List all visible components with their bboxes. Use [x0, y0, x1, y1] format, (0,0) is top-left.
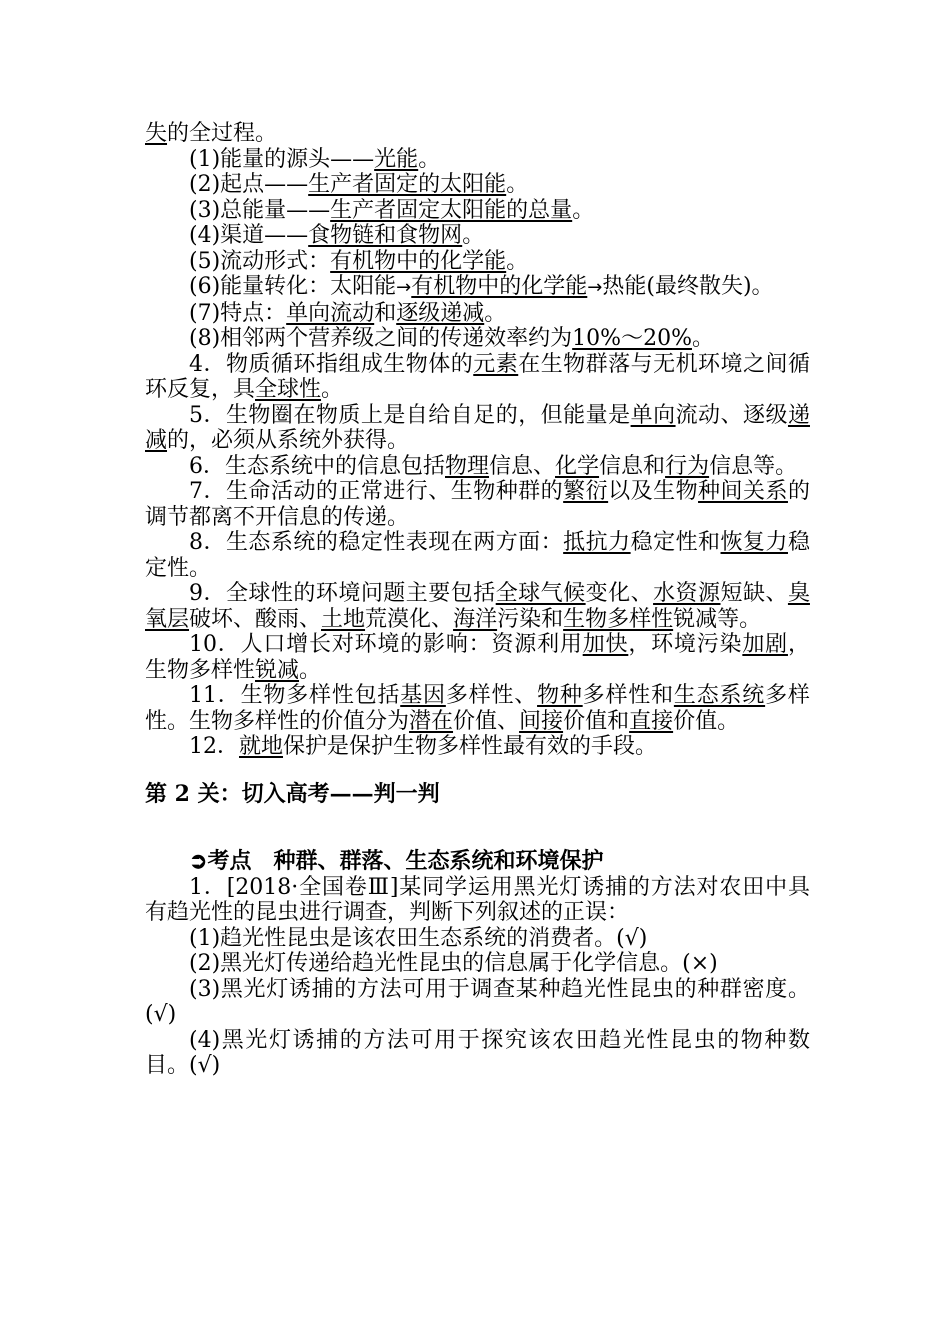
statement-1: (1)趋光性昆虫是该农田生态系统的消费者。(√) — [189, 925, 648, 951]
item-efficiency — [145, 326, 810, 352]
text: 6．生态系统中的信息包括 — [189, 453, 445, 479]
text: 。 — [418, 146, 441, 172]
question-stem: 1．[2018·全国卷Ⅲ]某同学运用黑光灯诱捕的方法对农田中具有趋光性的昆虫进行调查，判断下列叙述的正误： — [145, 874, 810, 925]
text: (1)能量的源头—— — [189, 146, 375, 172]
text: 在生物群落与无机环境之间循环反复，具 — [145, 351, 810, 402]
text: 的调节都离不开信息的传递。 — [145, 479, 810, 530]
text: ，生物多样性 — [145, 632, 810, 683]
answer-blank: 光能 — [374, 146, 419, 172]
text: 多样性、 — [445, 683, 538, 708]
answer-blank: 就地 — [239, 734, 284, 759]
answer-blank: 间接 — [519, 708, 564, 734]
text: 价值、 — [453, 708, 520, 734]
text: 9．全球性的环境问题主要包括 — [189, 581, 496, 606]
answer-blank: 逐级递减 — [396, 300, 485, 326]
answer-blank: 抵抗力 — [563, 530, 631, 555]
statement-2: (2)黑光灯传递给趋光性昆虫的信息属于化学信息。(×) — [189, 951, 718, 976]
text: (5)流动形式： — [189, 248, 331, 274]
text: 短缺、 — [720, 581, 788, 606]
text: 的全过程。 — [167, 121, 278, 146]
text: 荒漠化、 — [365, 606, 454, 632]
text: 破坏、酸雨、 — [189, 606, 322, 632]
text: 7．生命活动的正常进行、生物种群的 — [189, 479, 564, 504]
answer-blank: 土地 — [321, 606, 366, 632]
text: 变化、 — [585, 581, 654, 606]
topic-label: 考点 种群、群落、生态系统和环境保护 — [207, 848, 604, 874]
text: 稳定性和 — [630, 530, 721, 555]
arrow-icon: → — [396, 277, 412, 298]
text: 和 — [374, 300, 397, 326]
statement-3: (3)黑光灯诱捕的方法可用于调查某种趋光性昆虫的种群密度。(√) — [145, 976, 810, 1027]
statement-4: (4)黑光灯诱捕的方法可用于探究该农田趋光性昆虫的物种数目。(√) — [145, 1027, 810, 1078]
text: (8)相邻两个营养级之间的传递效率约为 — [189, 326, 573, 351]
item-7 — [145, 479, 810, 530]
arrow-circle-icon: ➲ — [189, 848, 208, 874]
answer-blank: 有机物中的化学能 — [330, 248, 507, 274]
text: 。 — [299, 657, 322, 683]
text: 5．生物圈在物质上是自给自足的，但能量是 — [189, 402, 631, 428]
answer-blank: 单向流动 — [286, 300, 375, 326]
text: (6)能量转化：太阳能 — [189, 274, 397, 299]
answer-blank: 繁衍 — [563, 479, 609, 504]
text: 12． — [189, 734, 239, 759]
item-10 — [145, 632, 810, 683]
answer-blank: 物种 — [537, 683, 583, 708]
arrow-icon: → — [587, 277, 603, 298]
answer-blank: 化学 — [555, 453, 600, 479]
answer-blank: 元素 — [473, 351, 519, 377]
text: 信息等。 — [709, 453, 798, 479]
text: 热能(最终散失)。 — [602, 274, 774, 299]
text: 4．物质循环指组成生物体的 — [189, 351, 474, 377]
document-content — [145, 121, 810, 1079]
text: 。 — [572, 197, 595, 223]
text: (7)特点： — [189, 300, 287, 326]
item-9 — [145, 581, 810, 632]
item-11 — [145, 683, 810, 734]
text: 流动、逐级 — [675, 402, 788, 428]
text: 。 — [321, 377, 344, 402]
text: 多样性和 — [582, 683, 674, 708]
answer-blank: 恢复力 — [720, 530, 788, 555]
answer-blank: 水资源 — [653, 581, 721, 606]
answer-blank: 全球性 — [255, 377, 322, 402]
item-start-point — [145, 172, 810, 198]
answer-blank: 加剧 — [742, 632, 788, 657]
text: 污染和 — [497, 606, 564, 632]
answer-blank: 潜在 — [409, 708, 454, 734]
answer-blank: 10%～20% — [572, 326, 692, 351]
answer-blank: 生产者固定的太阳能 — [308, 172, 507, 197]
answer-blank: 直接 — [629, 708, 674, 734]
item-5 — [145, 403, 810, 454]
answer-blank: 行为 — [665, 453, 710, 479]
answer-blank: 食物链和食物网 — [308, 223, 463, 248]
text: 。 — [484, 300, 507, 326]
text: 10．人口增长对环境的影响：资源利用 — [189, 632, 583, 657]
topic-heading — [145, 849, 810, 875]
text: 8．生态系统的稳定性表现在两方面： — [189, 530, 564, 555]
text: (4)渠道—— — [189, 223, 309, 248]
answer-blank: 物理 — [445, 453, 490, 479]
text: 以及生物 — [608, 479, 699, 504]
text: 。 — [462, 223, 485, 248]
answer-blank: 单向 — [630, 402, 676, 428]
text: 保护是保护生物多样性最有效的手段。 — [283, 734, 658, 759]
text: 价值和 — [563, 708, 630, 734]
answer-blank: 生产者固定太阳能的总量 — [330, 197, 573, 223]
item-4 — [145, 352, 810, 403]
answer-blank: 海洋 — [453, 606, 498, 632]
answer-blank: 臭氧层 — [145, 581, 810, 632]
text: 信息、 — [489, 453, 556, 479]
text: 信息和 — [599, 453, 666, 479]
answer-blank: 生态系统 — [673, 683, 766, 708]
item-energy-conversion — [145, 274, 810, 301]
text: 稳定性。 — [145, 530, 810, 581]
item-8 — [145, 530, 810, 581]
answer-blank: 失 — [145, 121, 168, 146]
answer-blank: 有机物中的化学能 — [411, 274, 588, 299]
text: 多样性。生物多样性的价值分为 — [145, 683, 810, 734]
text: 价值。 — [673, 708, 740, 734]
text: 。 — [506, 172, 529, 197]
answer-blank: 锐减 — [255, 657, 300, 683]
answer-blank: 基因 — [400, 683, 446, 708]
text: 11．生物多样性包括 — [189, 683, 401, 708]
text: ，环境污染 — [628, 632, 743, 657]
text: 锐减等。 — [673, 606, 762, 632]
item-channel — [145, 223, 810, 249]
item-feature — [145, 301, 810, 327]
answer-blank: 加快 — [582, 632, 629, 657]
section-title: 第 2 关：切入高考——判一判 — [145, 780, 440, 807]
text: 。 — [691, 326, 714, 351]
answer-blank: 全球气候 — [495, 581, 586, 606]
text: (2)起点—— — [189, 172, 309, 197]
item-energy-source — [145, 147, 810, 173]
paragraph-continuation — [145, 121, 810, 147]
item-6 — [145, 454, 810, 480]
item-flow-form — [145, 249, 810, 275]
item-total-energy — [145, 198, 810, 224]
text: (3)总能量—— — [189, 197, 331, 223]
text: 。 — [506, 248, 529, 274]
answer-blank: 递减 — [145, 402, 810, 453]
text: 的，必须从系统外获得。 — [167, 428, 410, 453]
item-12 — [145, 734, 810, 760]
answer-blank: 种间关系 — [698, 479, 788, 504]
answer-blank: 生物多样性 — [563, 606, 674, 632]
